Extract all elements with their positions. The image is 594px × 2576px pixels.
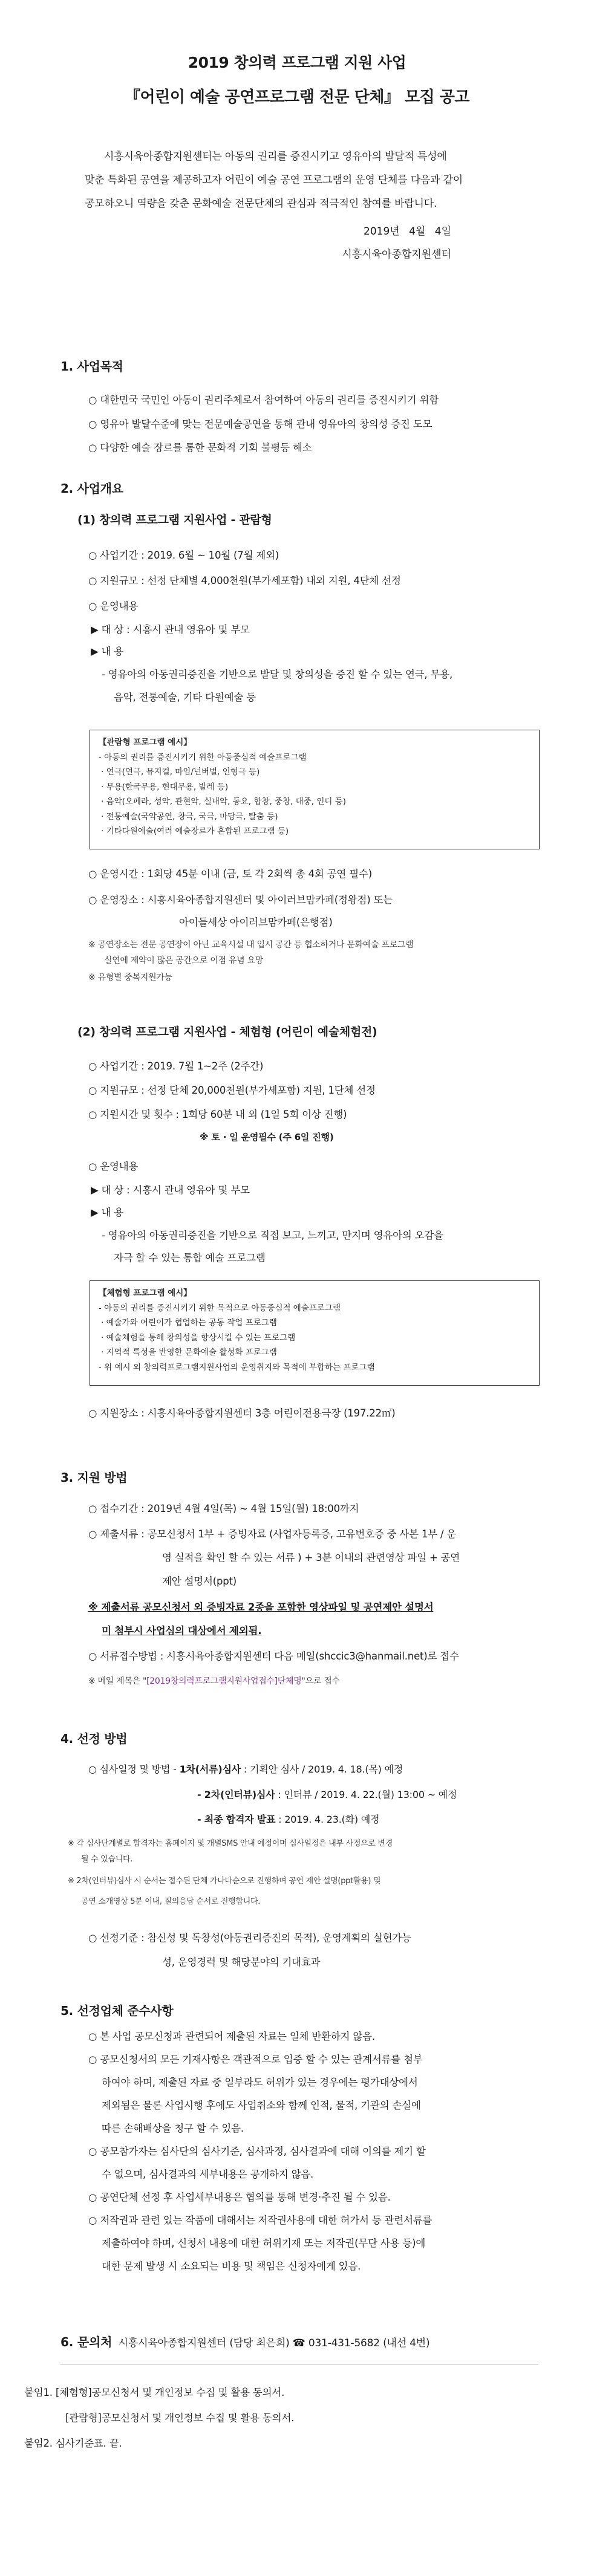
section-title: 2. 사업개요 [60,481,123,496]
note-line: 공연 소개영상 5분 이내, 질의응답 순서로 진행합니다. [81,1897,261,1906]
box-line: · 기타다원예술(여러 예술장르가 혼합된 프로그램 등) [101,826,289,836]
intro-line: 시흥시육아종합지원센터는 아동의 권리를 증진시키고 영유아의 발달적 특성에 [104,151,447,163]
info-line: 성, 운영경력 및 해당분야의 기대효과 [162,1956,321,1968]
intro-paragraph [85,145,556,216]
note-line: ※ 2차(인터뷰)심사 시 순서는 접수된 단체 가나다순으로 진행하며 공연 제안 설명(ppt활용) 및 [68,1877,381,1886]
compliance-item: ○ 저작권과 관련 있는 작품에 대해서는 저작권사용에 대한 허가서 등 관련서류를 [88,2214,432,2226]
example-box [90,1280,540,1386]
notice-date: 2019년 4월 4일 [364,225,451,238]
note-line: ※ 공연장소는 전문 공연장이 아닌 교육시설 내 입시 공간 등 협소하거나 문화예술 프로그램 [88,940,414,950]
note-line: ※ 유형별 중복지원가능 [88,973,172,982]
box-line: · 전통예술(국악공연, 창극, 국극, 마당극, 탈춤 등) [101,811,278,822]
box-line: · 예술가와 어린이가 협업하는 공동 작업 프로그램 [101,1318,277,1328]
info-line: ○ 운영시간 : 1회당 45분 이내 (금, 토 각 2회씩 총 4회 공연 필수) [88,868,372,880]
intro-line: 공모하오니 역량을 갖춘 문화예술 전문단체의 관심과 적극적인 참여를 바랍니다. [85,198,437,210]
round-label: ○ 심사일정 및 방법 - [88,1763,180,1775]
compliance-item: 제외됨은 물론 사업시행 후에도 사업취소와 함께 인적, 물적, 기관의 손실에 [102,2100,421,2111]
round-detail: : 인터뷰 / 2019. 4. 22.(월) 13:00 ~ 예정 [275,1789,457,1800]
notice-title: 2019 창의력 프로그램 지원 사업 [188,54,406,71]
compliance-item: 대한 문제 발생 시 소요되는 비용 및 책임은 신청자에게 있음. [102,2260,361,2272]
info-line: 음악, 전통예술, 기타 다원예술 등 [114,692,256,703]
section-title: 1. 사업목적 [60,359,123,374]
info-line: ○ 제출서류 : 공모신청서 1부 + 증빙자료 (사업자등록증, 고유번호증 중 사본 1부 / 운 [88,1528,457,1540]
attachment-item: [관람형]공모신청서 및 개인정보 수집 및 활용 동의서. [65,2412,295,2424]
program-title: (1) 창의력 프로그램 지원사업 - 관람형 [77,513,272,527]
info-line: ▶ 대 상 : 시흥시 관내 영유아 및 부모 [91,624,250,635]
purpose-item: ○ 다양한 예술 장르를 통한 문화적 기회 불평등 해소 [88,442,312,453]
compliance-list [88,2025,548,2278]
compliance-item: 제출하여야 하며, 신청서 내용에 대한 허위기재 또는 저작권(무단 사용 등)에 [102,2237,426,2249]
mail-note-prefix: ※ 메일 제목은 " [88,1676,147,1686]
note-line: 실연에 제약이 많은 공간으로 이점 유념 요망 [104,956,263,965]
review-round-2 [197,1787,457,1801]
section-title: 3. 지원 방법 [60,1470,128,1485]
mail-subject-format: [2019창의력프로그램지원사업접수]단체명 [146,1676,302,1686]
attachment-item: 붙임2. 심사기준표. 끝. [24,2438,122,2449]
purpose-item: ○ 대한민국 국민인 아동이 권리주체로서 참여하여 아동의 권리를 증진시키기 위함 [88,394,439,406]
review-round-3 [197,1812,379,1826]
info-line: ○ 사업기간 : 2019. 6월 ~ 10월 (7월 제외) [88,550,279,561]
section-title: 5. 선정업체 준수사항 [60,2003,174,2018]
box-line: - 아동의 권리를 증진시키기 위한 아동중심적 예술프로그램 [99,752,307,762]
notice-subtitle: 『어린이 예술 공연프로그램 전문 단체』 모집 공고 [124,88,469,106]
contact-info: 시흥시육아종합지원센터 (담당 최은희) ☎ 031-431-5682 (내선 4번) [118,2337,430,2349]
info-line: 제안 설명서(ppt) [162,1575,237,1587]
compliance-item: 수 없으며, 심사결과의 세부내용은 공개하지 않음. [102,2169,314,2180]
contact-line [60,2332,429,2350]
info-line: ○ 운영내용 [88,600,139,612]
box-line: · 음악(오페라, 성악, 관현악, 실내악, 동요, 합창, 중창, 대중, 인디 등) [101,797,347,806]
section-title: 6. 문의처 [60,2335,113,2349]
compliance-item: 하여야 하며, 제출된 자료 중 일부라도 허위가 있는 경우에는 평가대상에서 [102,2077,418,2088]
info-line: ○ 지원장소 : 시흥시육아종합지원센터 3층 어린이전용극장 (197.22㎡) [88,1407,396,1419]
compliance-item: 따른 손해배상을 청구 할 수 있음. [102,2123,244,2134]
info-line: - 영유아의 아동권리증진을 기반으로 발달 및 창의성을 증진 할 수 있는 연극, 무용, [102,669,453,680]
info-line: 자극 할 수 있는 통합 예술 프로그램 [114,1252,266,1264]
info-line: ○ 지원시간 및 횟수 : 1회당 60분 내 외 (1일 5회 이상 진행) [88,1109,347,1120]
mail-note-suffix: "으로 접수 [301,1676,340,1686]
info-line: ○ 운영장소 : 시흥시육아종합지원센터 및 아이러브맘카페(정왕점) 또는 [88,894,393,906]
review-round-1 [88,1762,403,1776]
notice-org: 시흥시육아종합지원센터 [342,248,451,261]
box-line: · 지역적 특성을 반영한 문화예술 활성화 프로그램 [101,1348,277,1357]
warning-line: 미 첨부시 사업심의 대상에서 제외됨. [102,1625,262,1637]
note-line: ※ 토 · 일 운영필수 (주 6일 진행) [200,1132,334,1143]
info-line: ▶ 내 용 [91,646,124,657]
round-detail: : 기획안 심사 / 2019. 4. 18.(목) 예정 [241,1763,403,1775]
info-line: - 영유아의 아동권리증진을 기반으로 직접 보고, 느끼고, 만지며 영유아의 오감을 [102,1230,443,1241]
info-line: ○ 지원규모 : 선정 단체별 4,000천원(부가세포함) 내외 지원, 4단체 선정 [88,575,401,586]
box-line: - 위 예시 외 창의력프로그램지원사업의 운영취지와 목적에 부합하는 프로그램 [99,1362,375,1372]
info-line: ○ 서류접수방법 : 시흥시육아종합지원센터 다음 메일(shccic3@hanmail.net)로 접수 [88,1650,459,1662]
note-line: 될 수 있습니다. [81,1855,133,1864]
compliance-item: ○ 공모신청서의 모든 기재사항은 객관적으로 입증 할 수 있는 관계서류를 첨부 [88,2054,423,2065]
attachment-item: 붙임1. [체험형]공모신청서 및 개인정보 수집 및 활용 동의서. [24,2387,285,2398]
info-line: 영 실적을 확인 할 수 있는 서류 ) + 3분 이내의 관련영상 파일 + 공연 [162,1552,460,1563]
compliance-item: ○ 공모참가자는 심사단의 심사기준, 심사과정, 심사결과에 대해 이의를 제기 할 [88,2146,426,2157]
compliance-item: ○ 본 사업 공모신청과 관련되어 제출된 자료는 일체 반환하지 않음. [88,2031,375,2042]
round-stage: - 2차(인터뷰)심사 [197,1789,275,1800]
info-line: ○ 선정기준 : 참신성 및 독창성(아동권리증진의 목적), 운영계획의 실현가능 [88,1932,411,1944]
box-line: · 연극(연극, 뮤지컬, 마임/넌버벌, 인형극 등) [101,767,260,777]
compliance-item: ○ 공연단체 선정 후 사업세부내용은 협의를 통해 변경·추진 될 수 있음. [88,2192,391,2203]
info-line: ○ 접수기간 : 2019년 4월 4일(목) ~ 4월 15일(월) 18:00까지 [88,1503,359,1514]
warning-line: ※ 제출서류 공모신청서 외 증빙자료 2종을 포함한 영상파일 및 공연제안 설명서 [88,1601,434,1613]
box-line: - 아동의 권리를 증진시키기 위한 목적으로 아동중심적 예술프로그램 [99,1303,341,1313]
section-title: 4. 선정 방법 [60,1731,128,1746]
example-box [90,730,540,849]
box-heading: 【체험형 프로그램 예시】 [99,1288,192,1298]
mail-note [88,1675,340,1687]
intro-line: 맞춘 특화된 공연을 제공하고자 어린이 예술 공연 프로그램의 운영 단체를 다음과 같이 [85,174,463,186]
info-line: 아이들세상 아이러브맘카페(은행점) [179,917,333,928]
info-line: ○ 운영내용 [88,1161,139,1172]
info-line: ○ 지원규모 : 선정 단체 20,000천원(부가세포함) 지원, 1단체 선정 [88,1085,376,1096]
box-heading: 【관람형 프로그램 예시】 [99,738,192,747]
program-title: (2) 창의력 프로그램 지원사업 - 체험형 (어린이 예술체험전) [77,1025,377,1039]
round-stage: 1차(서류)심사 [179,1763,241,1775]
info-line: ▶ 대 상 : 시흥시 관내 영유아 및 부모 [91,1184,250,1196]
purpose-item: ○ 영유아 발달수준에 맞는 전문예술공연을 통해 관내 영유아의 창의성 증진 도모 [88,418,432,430]
note-line: ※ 각 심사단계별로 합격자는 홈페이지 및 개별SMS 안내 예정이며 심사일정은 내부 사정으로 변경 [68,1839,393,1848]
box-line: · 예술체험을 통해 창의성을 향상시킬 수 있는 프로그램 [101,1332,296,1343]
round-detail: : 2019. 4. 23.(화) 예정 [275,1814,380,1825]
info-line: ▶ 내 용 [91,1207,124,1218]
round-stage: - 최종 합격자 발표 [197,1814,276,1825]
info-line: ○ 사업기간 : 2019. 7월 1~2주 (2주간) [88,1060,264,1072]
box-line: · 무용(한국무용, 현대무용, 발레 등) [101,782,229,792]
